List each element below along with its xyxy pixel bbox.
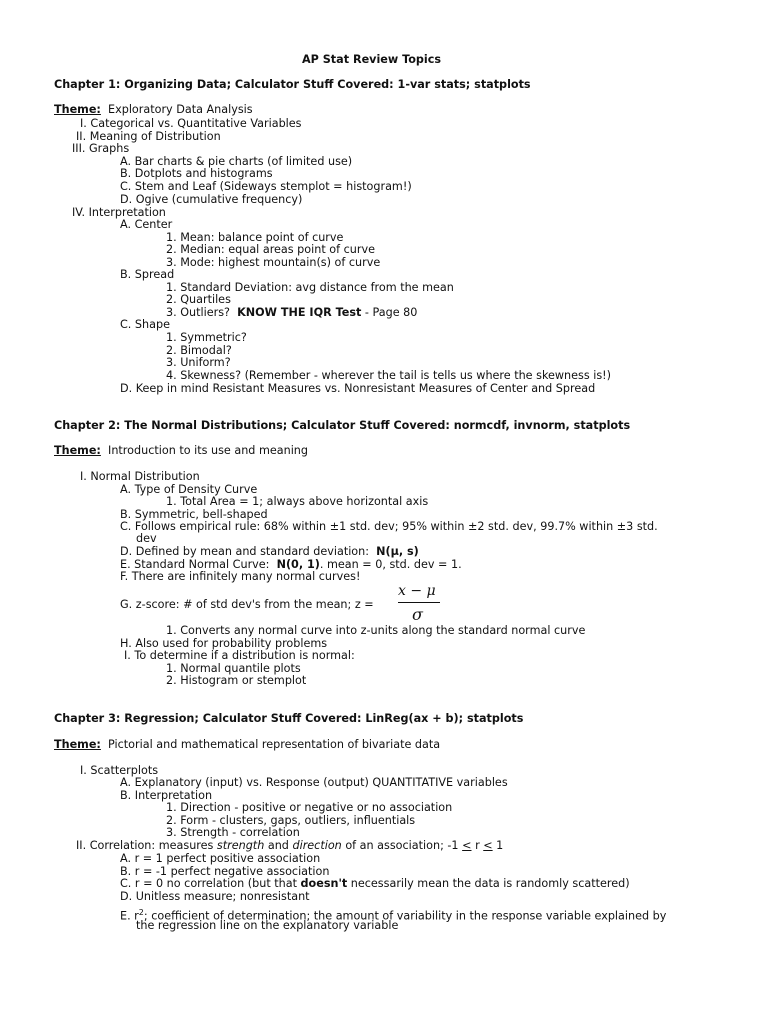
outline-item: 2. Quartiles bbox=[166, 293, 231, 306]
outline-text: and bbox=[267, 839, 289, 852]
outline-item: 1. Standard Deviation: avg distance from the mean bbox=[166, 281, 454, 294]
outline-item: A. Bar charts & pie charts (of limited use) bbox=[120, 155, 353, 168]
outline-item: B. Symmetric, bell-shaped bbox=[120, 508, 268, 521]
outline-text: D. Defined by mean and standard deviation: bbox=[120, 545, 370, 558]
outline-item: 1. Normal quantile plots bbox=[166, 662, 301, 675]
outline-item: H. Also used for probability problems bbox=[120, 637, 328, 650]
outline-item: A. Explanatory (input) vs. Response (output) QUANTITATIVE variables bbox=[120, 776, 508, 789]
outline-item: D. Unitless measure; nonresistant bbox=[120, 890, 310, 903]
outline-item: 3. Strength - correlation bbox=[166, 826, 300, 839]
chapter-3-heading: Chapter 3: Regression; Calculator Stuff Covered: LinReg(ax + b); statplots bbox=[54, 712, 524, 725]
outline-item bbox=[120, 877, 630, 890]
formula-numerator: x − μ bbox=[398, 583, 436, 599]
outline-item: A. r = 1 perfect positive association bbox=[120, 852, 321, 865]
outline-item: dev bbox=[136, 532, 157, 545]
chapter-3-theme bbox=[54, 738, 440, 751]
chapter-1-heading: Chapter 1: Organizing Data; Calculator Stuff Covered: 1-var stats; statplots bbox=[54, 78, 531, 91]
iqr-test-emphasis: KNOW THE IQR Test bbox=[237, 306, 362, 319]
normal-notation: N(μ, s) bbox=[376, 545, 419, 558]
outline-text: II. Correlation: measures bbox=[76, 839, 214, 852]
outline-item bbox=[120, 545, 419, 558]
outline-text: ; coefficient of determination; the amount of variability in the response variable explained by bbox=[143, 909, 667, 923]
less-equal-symbol: < bbox=[462, 839, 472, 852]
outline-item: B. r = -1 perfect negative association bbox=[120, 865, 330, 878]
theme-label: Theme: bbox=[54, 444, 101, 457]
outline-text: necessarily mean the data is randomly scattered) bbox=[350, 877, 630, 890]
page-title: AP Stat Review Topics bbox=[302, 53, 442, 66]
outline-item: 2. Form - clusters, gaps, outliers, influentials bbox=[166, 814, 416, 827]
outline-item: I. To determine if a distribution is normal: bbox=[124, 649, 355, 662]
outline-item: D. Ogive (cumulative frequency) bbox=[120, 193, 303, 206]
outline-item: III. Graphs bbox=[72, 142, 130, 155]
outline-item: 2. Bimodal? bbox=[166, 344, 232, 357]
outline-item: 1. Symmetric? bbox=[166, 331, 247, 344]
less-equal-symbol: < bbox=[483, 839, 493, 852]
outline-text: 1 bbox=[496, 839, 504, 852]
outline-item: 4. Skewness? (Remember - wherever the tail is tells us where the skewness is!) bbox=[166, 369, 612, 382]
outline-item: I. Scatterplots bbox=[80, 764, 159, 777]
outline-item: I. Categorical vs. Quantitative Variables bbox=[80, 117, 302, 130]
theme-text: Exploratory Data Analysis bbox=[108, 103, 253, 116]
chapter-2-heading: Chapter 2: The Normal Distributions; Calculator Stuff Covered: normcdf, invnorm, statplots bbox=[54, 419, 631, 432]
doesnt-emphasis: doesn't bbox=[300, 877, 348, 890]
outline-text: r bbox=[475, 839, 480, 852]
outline-item: II. Meaning of Distribution bbox=[76, 130, 221, 143]
emphasis-strength: strength bbox=[216, 839, 265, 852]
outline-item: 1. Total Area = 1; always above horizontal axis bbox=[166, 495, 429, 508]
outline-item: I. Normal Distribution bbox=[80, 470, 200, 483]
outline-item: D. Keep in mind Resistant Measures vs. Nonresistant Measures of Center and Spread bbox=[120, 382, 596, 395]
outline-item bbox=[76, 839, 503, 852]
outline-item: 2. Histogram or stemplot bbox=[166, 674, 307, 687]
outline-item: 1. Converts any normal curve into z-units along the standard normal curve bbox=[166, 624, 586, 637]
outline-item: G. z-score: # of std dev's from the mean; z = bbox=[120, 598, 374, 611]
theme-text: Introduction to its use and meaning bbox=[108, 444, 308, 457]
outline-text: E. Standard Normal Curve: bbox=[120, 558, 270, 571]
outline-text: of an association; -1 bbox=[345, 839, 459, 852]
outline-item: 1. Direction - positive or negative or no association bbox=[166, 801, 453, 814]
superscript-2: 2 bbox=[138, 908, 144, 917]
outline-item: C. Shape bbox=[120, 318, 170, 331]
outline-item: B. Spread bbox=[120, 268, 175, 281]
outline-item: the regression line on the explanatory variable bbox=[136, 919, 399, 932]
chapter-2-theme bbox=[54, 444, 308, 457]
outline-item: 1. Mean: balance point of curve bbox=[166, 231, 344, 244]
fraction-bar bbox=[398, 602, 440, 603]
theme-label: Theme: bbox=[54, 103, 101, 116]
outline-item: 3. Mode: highest mountain(s) of curve bbox=[166, 256, 381, 269]
outline-text: - Page 80 bbox=[364, 306, 418, 319]
outline-text: E. r bbox=[120, 909, 139, 923]
standard-normal-notation: N(0, 1) bbox=[276, 558, 320, 571]
theme-label: Theme: bbox=[54, 738, 101, 751]
formula-denominator: σ bbox=[412, 605, 423, 624]
outline-item: C. Follows empirical rule: 68% within ±1 std. dev; 95% within ±2 std. dev, 99.7% within ±3 std. bbox=[120, 520, 658, 533]
theme-text: Pictorial and mathematical representation of bivariate data bbox=[108, 738, 441, 751]
outline-item: B. Interpretation bbox=[120, 789, 213, 802]
outline-item: B. Dotplots and histograms bbox=[120, 167, 273, 180]
outline-item: A. Center bbox=[120, 218, 173, 231]
outline-item: A. Type of Density Curve bbox=[120, 483, 258, 496]
outline-item bbox=[166, 306, 417, 319]
outline-item: IV. Interpretation bbox=[72, 206, 166, 219]
outline-text: 3. Outliers? bbox=[166, 306, 230, 319]
outline-text: C. r = 0 no correlation (but that bbox=[120, 877, 297, 890]
outline-item: F. There are infinitely many normal curves! bbox=[120, 570, 361, 583]
emphasis-direction: direction bbox=[292, 839, 342, 852]
outline-text: . mean = 0, std. dev = 1. bbox=[319, 558, 462, 571]
outline-item: 3. Uniform? bbox=[166, 356, 231, 369]
chapter-1-theme bbox=[54, 103, 253, 116]
outline-item: C. Stem and Leaf (Sideways stemplot = histogram!) bbox=[120, 180, 412, 193]
outline-item: 2. Median: equal areas point of curve bbox=[166, 243, 375, 256]
